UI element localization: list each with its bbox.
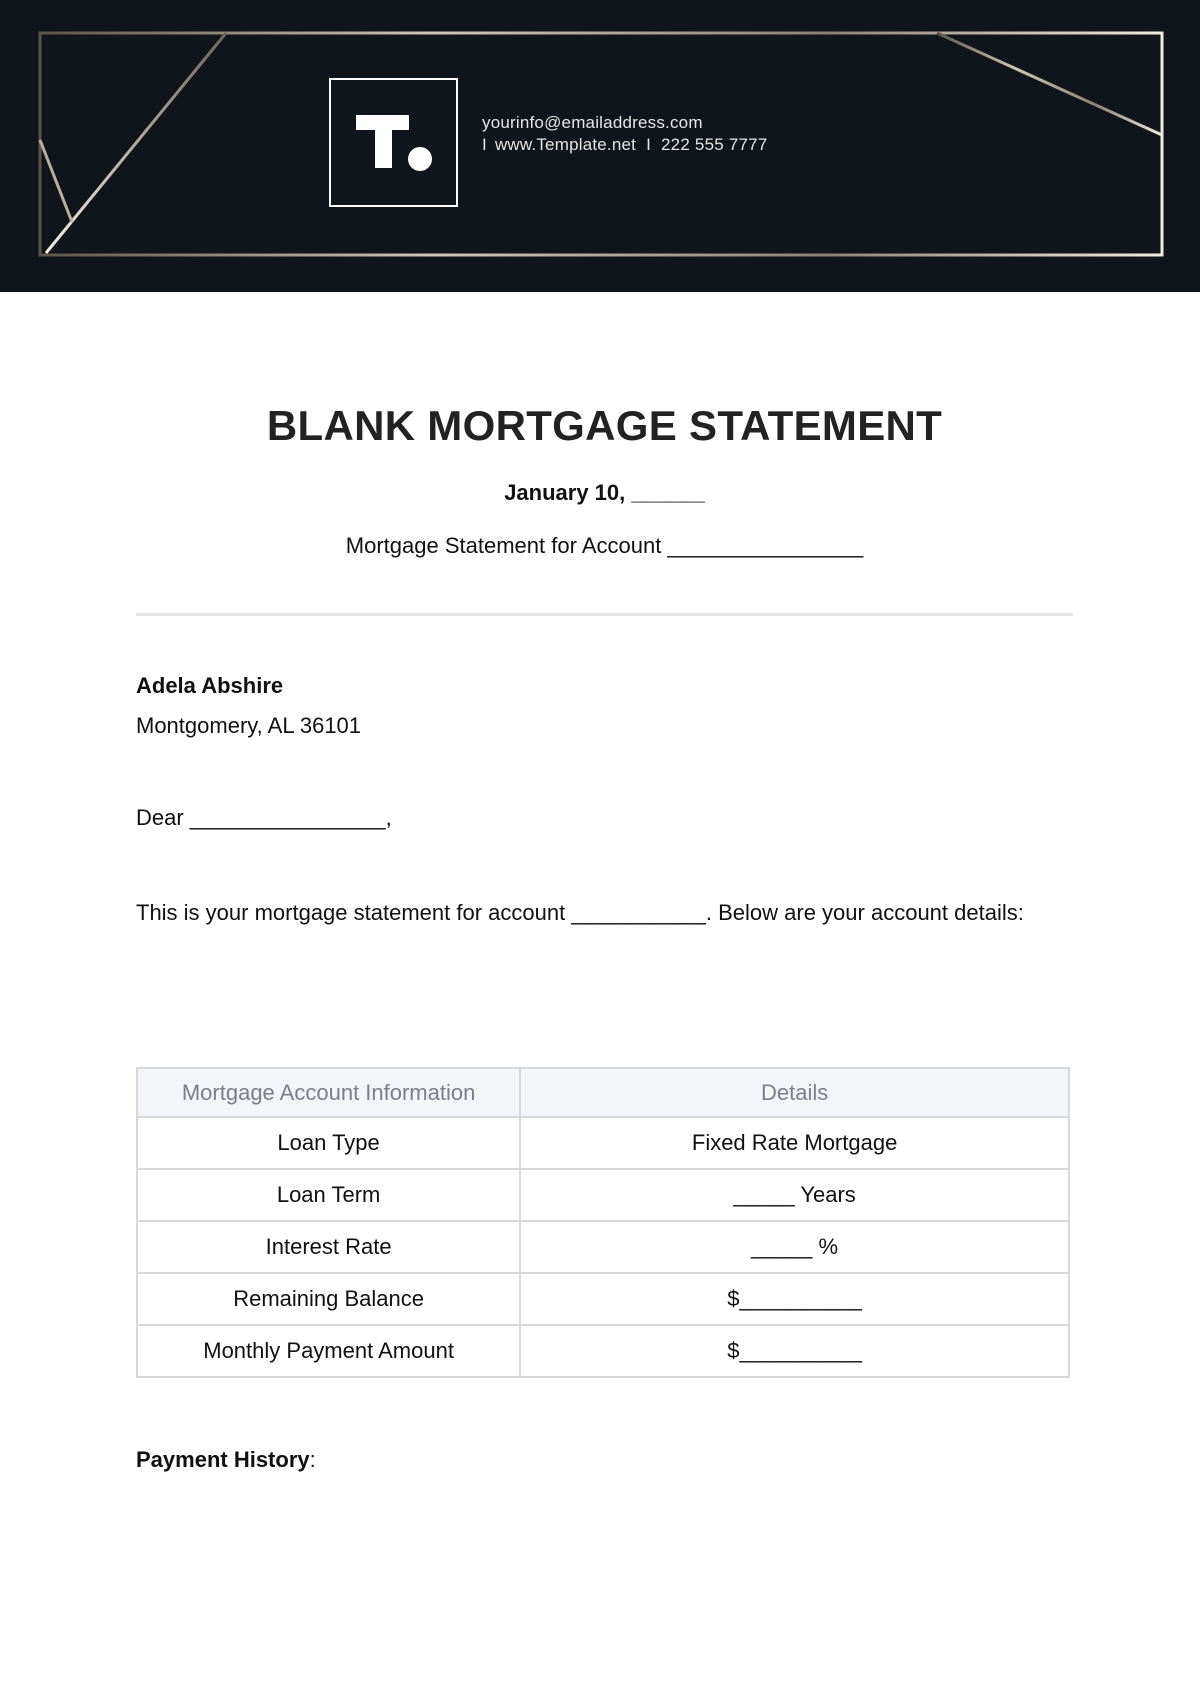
contact-separator: I <box>482 135 487 154</box>
row-label: Remaining Balance <box>137 1273 520 1325</box>
contact-website: www.Template.net <box>494 135 637 154</box>
letterhead-banner <box>0 0 1200 292</box>
account-line: Mortgage Statement for Account ________________ <box>345 533 864 558</box>
contact-separator: I <box>646 135 652 154</box>
company-logo <box>329 78 458 207</box>
recipient-address: Montgomery, AL 36101 <box>136 713 362 738</box>
statement-date: January 10, ______ <box>504 480 705 505</box>
row-value: $__________ <box>520 1325 1069 1377</box>
contact-email: yourinfo@emailaddress.com <box>482 113 703 132</box>
mortgage-info-table <box>136 1067 1070 1378</box>
intro-paragraph: This is your mortgage statement for account ___________. Below are your account details: <box>136 900 1024 925</box>
row-value: _____ % <box>520 1221 1069 1273</box>
row-label: Monthly Payment Amount <box>137 1325 520 1377</box>
row-value: Fixed Rate Mortgage <box>520 1117 1069 1169</box>
table-header-row <box>137 1068 1069 1117</box>
table-row <box>137 1273 1069 1325</box>
table-row <box>137 1221 1069 1273</box>
logo-t-icon <box>331 80 456 205</box>
contact-phone: 222 555 7777 <box>661 135 768 154</box>
table-header-cell: Details <box>520 1068 1069 1117</box>
table-row <box>137 1325 1069 1377</box>
row-label: Loan Term <box>137 1169 520 1221</box>
row-value: _____ Years <box>520 1169 1069 1221</box>
payment-history-colon: : <box>309 1447 316 1472</box>
payment-history-label: Payment History <box>136 1447 310 1472</box>
document-title: BLANK MORTGAGE STATEMENT <box>266 402 943 449</box>
contact-info <box>482 112 767 156</box>
contact-web-phone <box>482 134 767 156</box>
section-divider <box>136 613 1073 616</box>
recipient-name: Adela Abshire <box>136 673 284 698</box>
row-value: $__________ <box>520 1273 1069 1325</box>
payment-history-heading <box>136 1447 316 1473</box>
salutation: Dear ________________, <box>136 805 392 830</box>
row-label: Loan Type <box>137 1117 520 1169</box>
table-row <box>137 1169 1069 1221</box>
table-row <box>137 1117 1069 1169</box>
row-label: Interest Rate <box>137 1221 520 1273</box>
table-header-cell: Mortgage Account Information <box>137 1068 520 1117</box>
